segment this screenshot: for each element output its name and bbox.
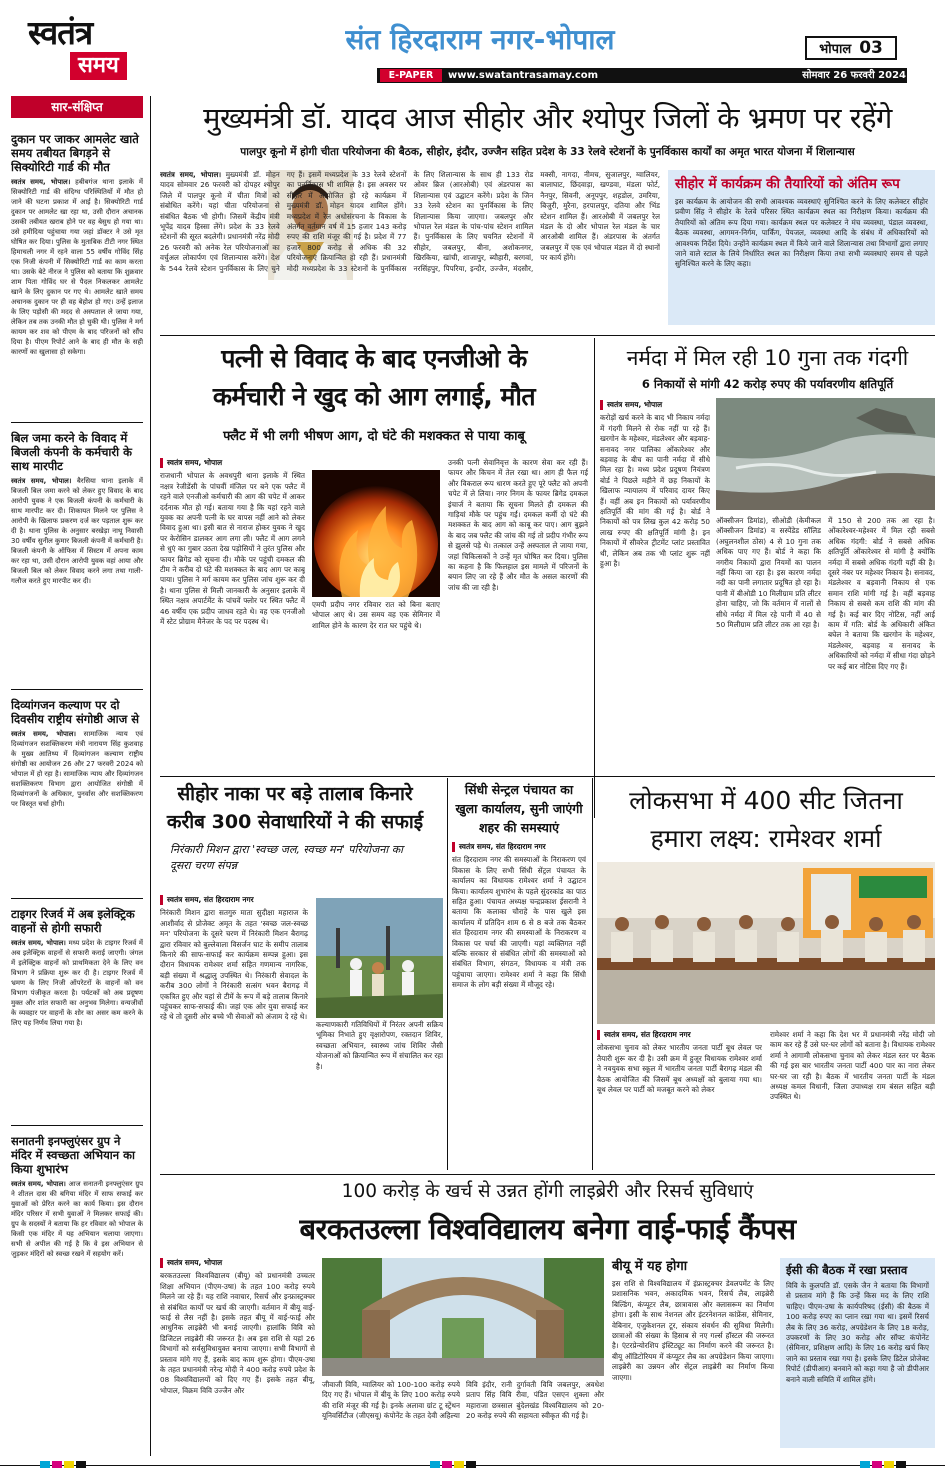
ec-box <box>780 1258 935 1448</box>
sidebar-item-title: टाइगर रिजर्व में अब इलेक्ट्रिक वाहनों से होगी सफारी <box>11 907 135 935</box>
ngo-headline-line2: कर्मचारी ने खुद को आग लगाई, मौत <box>212 382 536 411</box>
page-city: भोपाल <box>819 42 852 57</box>
barkatullah-body-mid: विवि इंदौर, रानी दुर्गावती विवि जबलपुर, अवधेश प्रताप सिंह विवि रीवा, पंडित एसएन शुक्ला और महाराजा छत्रसाल बुंदेलखंड विश्वविद्यालय को 20-20 करोड़ रुपये की सहायता स्वीकृत की गई है। <box>466 1380 604 1421</box>
ngo-headline <box>160 340 588 420</box>
lead-headline: मुख्यमंत्री डॉ. यादव आज सीहोर और श्योपुर जिलों के भ्रमण पर रहेंगे <box>203 101 892 135</box>
divider <box>11 1125 143 1126</box>
sehore-naka-byline: स्वतंत्र समय, संत हिरदाराम नगर <box>167 895 254 904</box>
divider <box>11 898 143 899</box>
sindhi-body: स्वतंत्र समय, संत हिरदाराम नगर संत हिरदाराम नगर की समस्याओं के निराकरण एवं विकास के लिए सभी सिंधी सेंट्रल पंचायत के कार्यालय का विधायक रामेश्वर शर्मा ने उद्घाटन किया। कार्यालय शुभारंभ के पहले सुंदरकांड का पाठ सहित हुआ। पंचायत अध्यक्ष चन्द्रप्रकाश ईसरानी ने बताया कि कलाका चौराहे के पास खुले इस कार्यालय में प्रतिदिन शाम 6 से 8 बजे तक बैठकर संत हिरदाराम नगर की समस्याओं के निराकरण व विकास पर चर्चा की जाएगी। यहां व्यक्तिगत नहीं बल्कि सरकार से संबंधित लोगों की समस्याओं को संबंधित विभाग, संगठन, विधायक व मंत्री तक पहुंचाया जाएगा। रामेश्वर शर्मा ने कहा कि सिंधी समाज के लोग बड़ी संख्या में मौजूद रहे। <box>452 842 586 990</box>
sehore-box <box>668 170 935 325</box>
sindhi-byline: स्वतंत्र समय, संत हिरदाराम नगर <box>459 842 546 851</box>
sidebar-item-byline: स्वतंत्र समय, भोपाल। <box>11 477 72 485</box>
page-number: 03 <box>859 38 883 58</box>
logo-top-text: स्वतंत्र <box>28 13 93 52</box>
bu-work-section <box>612 1258 774 1448</box>
masthead <box>0 0 945 92</box>
lead-subhead: पालपुर कूनो में होगी चीता परियोजना की बैठक, सीहोर, इंदौर, उज्जैन सहित प्रदेश के 33 रेलवे स्टेशनों के पुनर्विकास कार्यों का अमृत भारत योजना में शिलान्यास <box>240 146 855 158</box>
ngo-headline-line1: पत्नी से विवाद के बाद एनजीओ के <box>221 344 527 373</box>
loksabha-headline-line1: लोकसभा में 400 सीट जितना <box>629 786 903 815</box>
bu-work-text: इस राशि से विश्वविद्यालय में इंफ्रास्ट्रक्चर डेवलपमेंट के लिए प्रशासनिक भवन, अकादमिक भवन, रिसर्च लैब, लाइब्रेरी बिल्डिंग, कंप्यूटर लैब, छात्रावास और क्लासरूम का निर्माण होगा। इसी के साथ नेशनल और इंटरनेशनल कांफ्रेंस, सेमिनार, वेबिनार, एजुकेशनल टूर, संकाय संवर्धन की सुविधा मिलेगी। छात्राओं की संख्या के हिसाब से नए गर्ल्स हॉस्टल की जरूरत है। एंटरप्रेन्योरशिप इंस्टिट्यूट का निर्माण करने की जरूरत है। बीयू ऑडिटोरियम में कंप्यूटर लैब का अपग्रेडेशन किया जाएगा। लाइब्रेरी का उन्नयन और सेंट्रल लाइब्रेरी का निर्माण किया जाएगा। <box>612 1279 774 1382</box>
sidebar-item-byline: स्वतंत्र समय, भोपाल। <box>11 178 71 186</box>
sidebar-item <box>11 1130 143 1448</box>
sidebar-item-title: दुकान पर जाकर आमलेट खाते समय तबीयत बिगड़ने से सिक्योरिटी गार्ड की मौत <box>11 132 139 174</box>
fire-caption: एमपी प्रदीप नगर रविवार रात को बिना बताए भोपाल आए थे। उस समय वह एक सेमिनार में शामिल होने के कारण देर रात घर पहुंचे थे। <box>312 600 440 630</box>
narmada-photo <box>716 398 935 510</box>
divider <box>592 778 593 1170</box>
sehore-naka-headline: सीहोर नाका पर बड़े तालाब किनारे करीब 300 सेवाधारियों ने की सफाई <box>166 783 424 833</box>
sidebar-item <box>11 427 143 685</box>
bjp-meeting-photo <box>597 862 935 1024</box>
narmada-headline: नर्मदा में मिल रही 10 गुना तक गंदगी <box>626 346 909 370</box>
loksabha-headline <box>597 782 935 862</box>
masthead-logo <box>28 14 148 84</box>
barkatullah-body: स्वतंत्र समय, भोपाल बरकतउल्ला विश्वविद्यालय (बीयू) को प्रधानमंत्री उच्चतर शिक्षा अभियान (पीएम-उषा) के तहत 100 करोड़ रुपये मिलने जा रहे हैं। यह राशि नवाचार, रिसर्च और इन्फ्रास्ट्रक्चर से संबंधित कार्यों पर खर्च की जाएगी। वर्तमान में बीयू वाई-फाई से लैस नहीं है। इसके तहत बीयू में वाई-फाई और आधुनिक लाइब्रेरी भी बनाई जाएगी। हालांकि विवि को डिजिटल लाइब्रेरी की जरूरत है। अब इस राशि से यहां 26 विभागों को सर्वसुविधायुक्त बनाया जाएगा। सभी विभागों से प्रस्ताव मांगे गए हैं, इसके बाद काम शुरू होगा। पीएम-उषा के तहत प्रधानमंत्री नरेन्द्र मोदी ने 400 करोड़ रुपये प्रदेश के 08 विश्वविद्यालयों को दिए गए हैं। इसके तहत बीयू, भोपाल, विक्रम विवि उज्जैन और <box>160 1258 315 1395</box>
divider <box>160 1174 935 1175</box>
sidebar-item-text: स्वतंत्र समय, भोपाल। आज सनातनी इनफ्लुएंसर ग्रुप ने शीतल दास की बगिया मंदिर में साफ सफाई कर युवाओं को प्रेरित करने का कार्य किया। इस दौरान मंदिर परिसर में सभी युवाओं ने मिलकर सफाई की। ग्रुप के सदस्यों ने बताया कि हर रविवार को भोपाल के किसी एक मंदिर में यह अभियान चलाया जाएगा। सभी से अपील की गई है कि वे इस अभियान से जुड़कर मंदिरों को स्वच्छ रखने में सहयोग करें। <box>11 1180 143 1258</box>
page-label <box>805 36 897 60</box>
narmada-body-a: स्वतंत्र समय, भोपाल करोड़ों खर्च करने के बाद भी निकाय नर्मदा में गंदगी मिलने से रोक नहीं पा रहे हैं। खरगोन के महेश्वर, मंडलेश्वर और बड़वाह-सनावद नगर पालिका ओंकारेश्वर और बड़वाह के बीच का पानी नर्मदा में सीधे मिल रहा है। मध्य प्रदेश प्रदूषण नियंत्रण बोर्ड ने पिछले महीने में छह निकायों के खिलाफ न्यायालय में परिवाद दायर किए हैं। वहीं अब इन निकायों को पर्यावरणीय क्षतिपूर्ति की मांग की गई है। बोर्ड ने निकायों को पत्र लिख कुल 42 करोड़ 50 लाख रुपए की क्षतिपूर्ति मांगी है। इन निकायों में सीवरेज ट्रीटमेंट प्लांट प्रस्तावित थी, लेकिन अब तक भी प्लांट शुरू नहीं हुआ है। <box>600 400 710 569</box>
barkatullah-byline: स्वतंत्र समय, भोपाल <box>167 1258 223 1267</box>
sidebar-item-byline: स्वतंत्र समय, भोपाल। <box>11 939 66 947</box>
loksabha-body-a: स्वतंत्र समय, संत हिरदाराम नगर लोकसभा चुनाव को लेकर भारतीय जनता पार्टी बूथ लेवल पर तैयारी शुरू कर दी है। उसी क्रम में हुजूर विधायक रामेश्वर शर्मा ने नवयुवक सभा स्कूल में भारतीय जनता पार्टी बैरागढ़ मंडल की बैठक आयोजित की जिसमें बूथ अध्यक्षों को बुलाया गया था। बूथ लेवल पर पार्टी को मजबूत करने को लेकर <box>597 1030 762 1095</box>
sidebar-item-title: बिल जमा करने के विवाद में बिजली कंपनी के कर्मचारी के साथ मारपीट <box>11 431 132 473</box>
lead-body: स्वतंत्र समय, भोपाल। मुख्यमंत्री डॉ. मोहन यादव सोमवार 26 फरवरी को दोपहर श्योपुर जिले में पालपुर कूनो में चीता मित्रों को संबोधित करेंगे। यहां चीता परियोजना से संबंधित बैठक भी होगी। जिसमें केंद्रीय मंत्री भूपेंद्र यादव हिस्सा लेंगे। प्रदेश के 33 रेलवे स्टेशनों की सूरत बदलेगी। प्रधानमंत्री नरेंद्र मोदी 26 फरवरी को अनेक रेल परियोजनाओं का वर्चुअल लोकार्पण एवं शिलान्यास करेंगे। देश के 544 रेलवे स्टेशन पुनर्विकास के लिए चुने गए हैं। इसमें मध्यप्रदेश के 33 रेलवे स्टेशनों का पुनर्विकास भी शामिल है। इस अवसर पर सीहोर में आयोजित हो रहे कार्यक्रम में मुख्यमंत्री डॉ. मोहन यादव शामिल होंगे। मध्यप्रदेश में रेल अधोसंरचना के विकास के अंतर्गत वर्तमान वर्ष में 15 हजार 143 करोड़ रुपए की राशि मंजूर की गई है। प्रदेश में 77 हजार 800 करोड़ से अधिक की 32 परियोजनाएं क्रियान्वित हो रही हैं। प्रधानमंत्री मोदी मध्यप्रदेश के 33 स्टेशनों के पुनर्विकास के लिए शिलान्यास के साथ ही 133 रोड ओवर ब्रिज (आरओबी) एवं अंडरपास का शिलान्यास एवं उद्घाटन करेंगे। प्रदेश के जिन 33 रेलवे स्टेशन का पुनर्विकास के लिए शिलान्यास किया जाएगा। जबलपुर और भोपाल रेल मंडल के पांच-पांच स्टेशन शामिल हैं। पुनर्विकास के लिए चयनित स्टेशनों में सीहोर, जबलपुर, बीना, अशोकनगर, खिरकिया, खांची, शाजापुर, ब्यौहारी, बरगवां, नरसिंहपुर, पिपरिया, इन्दौर, उज्जैन, मंदसौर, मक्सी, नागदा, नीमच, सुजालपुर, ग्वालियर, बालाघाट, छिंदवाड़ा, खण्डवा, मंडला फोर्ट, नैनपुर, सिवनी, अनूपपुर, शहडोल, उमरिया, बिजुरी, मुरैना, हरपालपुर, दतिया और भिंड स्टेशन शामिल हैं। आरओबी में जबलपुर रेल मंडल के दो और भोपाल रेल मंडल के चार आरओबी शामिल हैं। अंडरपास के अंतर्गत जबलपुर में एक एवं भोपाल मंडल में दो स्थानों पर कार्य होंगे। <box>160 170 660 273</box>
website-link[interactable]: www.swatantrasamay.com <box>448 70 599 81</box>
narmada-body-c: में 150 से 200 तक आ रहा है। ओंकारेश्वर-महेश्वर में मिल रही सबसे अधिक गंदगी: बोर्ड ने सबसे अधिक क्षतिपूर्ति ओंकारेश्वर से मांगी है क्योंकि नर्मदा में सबसे अधिक गंदगी यहीं की है। दूसरे नंबर पर महेश्वर निकाय है। सनावद, मंडलेश्वर व बड़वानी निकाय से एक समान राशि मांगी गई है। वहीं बड़वाह निकाय से सबसे कम राशि की मांग की गई है। कई बार दिए नोटिस, नहीं आई काम में गति: बोर्ड के अधिकारी अंकित बघेल ने बताया कि खरगोन के महेश्वर, मंडलेश्वर, बड़वाह व सनावद के अधिकारियों को नर्मदा में सीधा गंदा छोड़ने पर कई बार नोटिस दिए गए हैं। <box>828 516 935 671</box>
lead-byline: स्वतंत्र समय, भोपाल। <box>160 170 222 179</box>
university-gate-photo <box>322 1258 604 1376</box>
ec-box-title: ईसी की बैठक में रखा प्रस्ताव <box>786 1263 908 1277</box>
sidebar-item-byline: स्वतंत्र समय, भोपाल। <box>11 730 76 738</box>
registration-strip <box>0 1456 945 1468</box>
divider <box>11 422 143 423</box>
sidebar-item-text: स्वतंत्र समय, भोपाल। हबीबगंज थाना इलाके में सिक्योरिटी गार्ड की संदिग्ध परिस्थितियों में मौत हो जाने की घटना प्रकाश में आई है। सिक्योरिटी गार्ड दुकान पर आमलेट खा रहा था, उसी दौरान अचानक उसकी तबीयत खराब होने पर वह बेसुध हो गया था। उसे हमीदिया पहुंचाया गया जहां डॉक्टर ने उसे मृत घोषित कर दिया। पुलिस के मुताबिक टीटी नगर स्थित हिमाचली नगर में रहने वाला 55 वर्षीय गोविंद सिंह एक निजी कंपनी में सिक्योरिटी गार्ड का काम करता था। उसके बेटे नीरज ने पुलिस को बताया कि शुक्रवार शाम पिता गोविंद घर से पैदल निकलकर आमलेट खाने के लिए दुकान पर गए थे। आमलेट खाते समय अचानक दुकान पर ही वह बेहोश हो गए। उन्हें इलाज के लिए पड़ोसी की मदद से अस्पताल ले जाया गया, लेकिन तब तक उनकी मौत हो चुकी थी। पुलिस ने मर्ग कायम कर शव को पीएम के बाद परिजनों को सौंप दिया है। पीएम रिपोर्ट आने के बाद ही मौत के सही कारणों का खुलासा हो सकेगा। <box>11 178 143 356</box>
loksabha-byline: स्वतंत्र समय, संत हिरदाराम नगर <box>604 1030 691 1039</box>
loksabha-body-b: रामेश्वर शर्मा ने कहा कि देश भर में प्रधानमंत्री नरेंद्र मोदी जो काम कर रहे हैं उसे घर-घर लोगों को बताना है। विधायक रामेश्वर शर्मा ने आगामी लोकसभा चुनाव को लेकर मंडल स्तर पर बैठक की गई इस बार भारतीय जनता पार्टी 400 पार का नारा लेकर घर-घर जा रही है। बैठक में भारतीय जनता पार्टी के मंडल अध्यक्ष कमल विधानी, जिला उपाध्यक्ष राम बंसल सहित बड़ी उपस्थित थे। <box>770 1030 935 1102</box>
sindhi-headline: सिंधी सेन्ट्रल पंचायत का खुला कार्यालय, सुनी जाएंगी शहर की समस्याएं <box>455 782 583 835</box>
divider <box>594 338 595 818</box>
university-caption: जीवाजी विवि, ग्वालियर को 100-100 करोड़ रुपये दिए गए हैं। भोपाल में बीयू के लिए 100 करोड़ रुपये की राशि मंजूर की गई है। इनके अलावा ग्रांट टू स्ट्रेंथन यूनिवर्सिटीज (जीएसयू) कंपोनेंट के तहत देवी अहिल्या <box>322 1380 460 1421</box>
divider <box>447 778 448 1170</box>
sidebar-item-text: स्वतंत्र समय, भोपाल। सामाजिक न्याय एवं दिव्यांगजन सशक्तिकरण मंत्री नारायण सिंह कुशवाह के मुख्य आतिथ्य में दिव्यांगजन कल्याण राष्ट्रीय संगोष्ठी का आयोजन 26 और 27 फरवरी 2024 को भोपाल में हो रहा है। सामाजिक न्याय और दिव्यांगजन सशक्तिकरण विभाग द्वारा आयोजित संगोष्ठी में दिव्यांगजनों के अधिकार, पुनर्वास और सशक्तिकरण पर विस्तृत चर्चा होगी। <box>11 730 143 808</box>
sidebar-item <box>11 903 143 1121</box>
epaper-label: E-PAPER <box>380 69 442 82</box>
ngo-body-right: उनकी पत्नी सेवानिवृत्त के कारण सेवा कर रही हैं। फायर और किचन में तेल रखा था। आग ही फैल गई और विकराल रूप धारण करते हुए पूरे फ्लैट को अपनी चपेट में ले लिया। नगर निगम के फायर ब्रिगेड दमकल इंचार्ज ने बताया कि सूचना मिलते ही दमकल की गाड़ियां मौके पर पहुंच गईं। दमकल कर्मी दो घंटे की मशक्कत के बाद आग को काबू कर पाए। आग बुझने के बाद जब फ्लैट की जांच की गई तो प्रदीप गंभीर रूप से झुलसे पड़े थे। तत्काल उन्हें अस्पताल ले जाया गया, जहां चिकित्सकों ने उन्हें मृत घोषित कर दिया। पुलिस का कहना है कि फिलहाल इस मामले में परिजनों के बयान लिए जा रहे हैं और मौत के असल कारणों की जांच की जा रही है। <box>448 458 588 592</box>
sidebar-item-byline: स्वतंत्र समय, भोपाल। <box>11 1180 66 1188</box>
barkatullah-headline: बरकतउल्ला विश्वविद्यालय बनेगा वाई-फाई कैंपस <box>299 1212 796 1246</box>
edition-title: संत हिरदाराम नगर-भोपाल <box>345 23 615 56</box>
sehore-naka-body: स्वतंत्र समय, संत हिरदाराम नगर निरंकारी मिशन द्वारा सतगुरु माता सुदीक्षा महाराज के आशीर्वाद से प्रोजेक्ट अमृत के तहत 'स्वच्छ जल-स्वच्छ मन' परियोजना के दूसरे चरण में निरंकारी मिशन बैरागढ़ द्वारा रविवार को बुल्लेवाला विसर्जन घाट के समीप तालाब किनारे की साफ-सफाई कर कार्यक्रम सम्पन्न हुआ। इस दौरान विधायक रामेश्वर शर्मा सहित गणमान्य नागरिक, बड़ी संख्या में श्रद्धालु उपस्थित थे। निरंकारी सेवादल के करीब 300 लोगों ने निरंकारी सत्संग भवन बैरागढ़ में एकत्रित हुए और यहां से टीमें के रूप में बड़े तालाब किनारे पहुंचकर साफ-सफाई की। जहां एक ओर युवा सफाई कर रहे थे तो दूसरी ओर बच्चे भी सेवाओं को अंजाम दे रहे थे। <box>160 895 308 1022</box>
sidebar-divider <box>150 96 151 1456</box>
sidebar-item-text: स्वतंत्र समय, भोपाल। मध्य प्रदेश के टाइगर रिजर्व में अब इलेक्ट्रिक वाहनों से सफारी कराई जाएगी। जंगल में इलेक्ट्रिक वाहनों को प्राथमिकता देने के लिए वन विभाग ने प्रक्रिया शुरू कर दी है। टाइगर रिजर्व में भ्रमण के लिए निजी ऑपरेटरों के वाहनों को वन विभाग पंजीकृत करता है। पर्यटकों को अब प्रदूषण मुक्त और शांत सफारी का अनुभव मिलेगा। वन्यजीवों के व्यवहार पर वाहनों के शोर का असर कम करने के लिए यह निर्णय लिया गया है। <box>11 939 143 1027</box>
sehore-box-text: इस कार्यक्रम के आयोजन की सभी आवश्यक व्यवस्थाएं सुनिश्चित करने के लिए कलेक्टर सीहोर प्रवीण सिंह ने सीहोर के रेलवे परिसर स्थित कार्यक्रम स्थल का निरीक्षण किया। कार्यक्रम की तैयारियों को अंतिम रूप दिया गया। कार्यक्रम स्थल पर कलेक्टर ने मंच व्यवस्था, पंडाल व्यवस्था, बैठक व्यवस्था, आगमन-निर्गम, पार्किंग, पेयजल, व्यवस्था आदि के संबंध में अधिकारियों को आवश्यक निर्देश दिये। उन्होंने कार्यक्रम स्थल में किये जाने वाले शिलान्यास तथा विभागों द्वारा लगाए जाने वाले स्टाल के लिये निर्धारित स्थल का निरीक्षण किया तथा सभी व्यवस्थाएं समय से पहले सुनिश्चित करने के लिए कहा। <box>675 197 928 269</box>
ngo-body-left: स्वतंत्र समय, भोपाल राजधानी भोपाल के अवधपुरी थाना इलाके में स्थित नक्षत्र रेजीडेंसी के पांचवीं मंजिल पर बने एक फ्लैट में रहने वाले एनजीओ कर्मचारी की आग की चपेट में आकर दर्दनाक मौत हो गई। बताया गया है कि यहां रहने वाले युवक का अपनी पत्नी के घर वापस नहीं आने को लेकर विवाद हुआ था। इसी बात से नाराज होकर युवक ने खुद पर केरोसिन डालकर आग लगा ली। फ्लैट में आग लगने से धुएं का गुबार उठता देख पड़ोसियों ने तुरंत पुलिस और फायर ब्रिगेड को सूचना दी। मौके पर पहुंची दमकल की टीम ने करीब दो घंटे की मशक्कत के बाद आग पर काबू पाया। पुलिस ने मर्ग कायम कर पुलिस जांच शुरू कर दी है। थाना पुलिस से मिली जानकारी के अनुसार इलाके में स्थित नक्षत्र अपार्टमेंट के पांचवें फ्लोर पर स्थित फ्लैट में 46 वर्षीय एक प्रदीप जाधव रहते थे। वह एक एनजीओ में स्टेट प्रोग्राम मैनेजर के पद पर पदस्थ थे। <box>160 458 305 627</box>
ec-box-text: विवि के कुलपति डॉ. एसके जैन ने बताया कि विभागों से प्रस्ताव मांगे हैं कि उन्हें किस मद के लिए राशि चाहिए। पीएम-उषा के कार्यपरिषद (ईसी) की बैठक में 100 करोड़ रुपए का प्लान रखा गया था। इसमें रिसर्च लैब के लिए 36 करोड़, अपग्रेडेशन के लिए 18 करोड़, उपकरणों के लिए 30 करोड़ और सॉफ्ट कंपोनेंट (सेमिनार, प्रशिक्षण आदि) के लिए 16 करोड़ खर्च किए जाने का प्रस्ताव रखा गया है। इसके लिए डिटेल प्रोजेक्ट रिपोर्ट (डीपीआर) बनवाने को कहा गया है जो डीपीआर बनाने वाली समिति में शामिल होंगे। <box>786 1281 929 1384</box>
fire-photo <box>312 470 440 597</box>
cleanup-caption: कल्याणकारी गतिविधियों में निरंतर अपनी सक्रिय भूमिका निभाते हुए वृक्षारोपण, रक्तदान शिविर, स्वच्छता अभियान, स्वास्थ्य जांच शिविर जैसी योजनाओं को क्रियान्वित रूप में संचालित कर रहा है। <box>316 1020 443 1071</box>
sidebar-header: सार-संक्षिप्त <box>11 96 143 118</box>
ngo-byline: स्वतंत्र समय, भोपाल <box>167 458 223 467</box>
sidebar <box>11 96 143 1448</box>
divider <box>11 689 143 690</box>
sidebar-item <box>11 128 143 418</box>
narmada-byline: स्वतंत्र समय, भोपाल <box>607 400 663 409</box>
sehore-naka-subhead: निरंकारी मिशन द्वारा 'स्वच्छ जल, स्वच्छ मन' परियोजना का दूसरा चरण संपन्न <box>170 843 403 872</box>
issue-date: सोमवार 26 फरवरी 2024 <box>802 70 906 81</box>
sidebar-item-title: दिव्यांगजन कल्याण पर दो दिवसीय राष्ट्रीय संगोष्ठी आज से <box>11 698 140 726</box>
sehore-box-title: सीहोर में कार्यक्रम की तैयारियों को अंतिम रूप <box>675 176 900 192</box>
sidebar-item <box>11 694 143 894</box>
divider <box>160 776 935 777</box>
ngo-subhead: फ्लैट में भी लगी भीषण आग, दो घंटे की मशक्कत से पाया काबू <box>223 429 525 444</box>
cleanup-photo <box>316 898 443 1018</box>
narmada-subhead: 6 निकायों से मांगी 42 करोड़ रुपए की पर्यावरणीय क्षतिपूर्ति <box>641 377 894 391</box>
loksabha-headline-line2: हमारा लक्ष्य: रामेश्वर शर्मा <box>650 824 882 853</box>
bu-work-title: बीयू में यह होगा <box>612 1259 688 1274</box>
divider <box>160 335 935 336</box>
library-headline: 100 करोड़ के खर्च से उन्नत होंगी लाइब्रेरी और रिसर्च सुविधाएं <box>341 1181 754 1202</box>
narmada-body-b: ऑक्सीजन डिमांड), सीओडी (केमीकल ऑक्सीजन डिमांड) व सस्पेंडेड सॉलिड (अघुलनशील ठोस) 4 से 10 गुना तक अधिक पाए गए हैं। बोर्ड ने कहा कि नगरीय निकायों द्वारा नियमों का पालन नहीं किया जा रहा है। इस कारण नर्मदा नदी का पानी लगातार प्रदूषित हो रहा है। पानी में बीओडी 10 मिलीग्राम प्रति लीटर होना चाहिए, जो कि वर्तमान में नालों से सीधे नर्मदा में मिल रहे पानी में 40 से 50 मिलीग्राम प्रति लीटर तक आ रहा है। <box>716 516 821 630</box>
logo-bottom-text: समय <box>70 52 127 80</box>
sidebar-item-title: सनातनी इनफ्लुएंसर ग्रुप ने मंदिर में स्वच्छता अभियान का किया शुभारंभ <box>11 1134 135 1176</box>
sidebar-item-text: स्वतंत्र समय, भोपाल। बैरसिया थाना इलाके में बिजली बिल जमा करने को लेकर हुए विवाद के बाद आरोपी युवक ने एक बिजली कंपनी के कर्मचारी के साथ मारपीट कर दी। शिकायत मिलने पर पुलिस ने आरोपी के खिलाफ प्रकरण दर्ज कर पड़ताल शुरू कर दी है। थाना पुलिस के अनुसार बरखेड़ा नाथू निवासी 30 वर्षीय सुनील कुमार बिजली कंपनी में कर्मचारी है। बिजली कंपनी के ऑफिस में सिस्टम में अपना काम कर रहा था, उसी दौरान आरोपी युवक वहां आया और बिजली बिल को लेकर विवाद करने लगा तथा गाली-गलौज करते हुए मारपीट कर दी। <box>11 477 143 585</box>
